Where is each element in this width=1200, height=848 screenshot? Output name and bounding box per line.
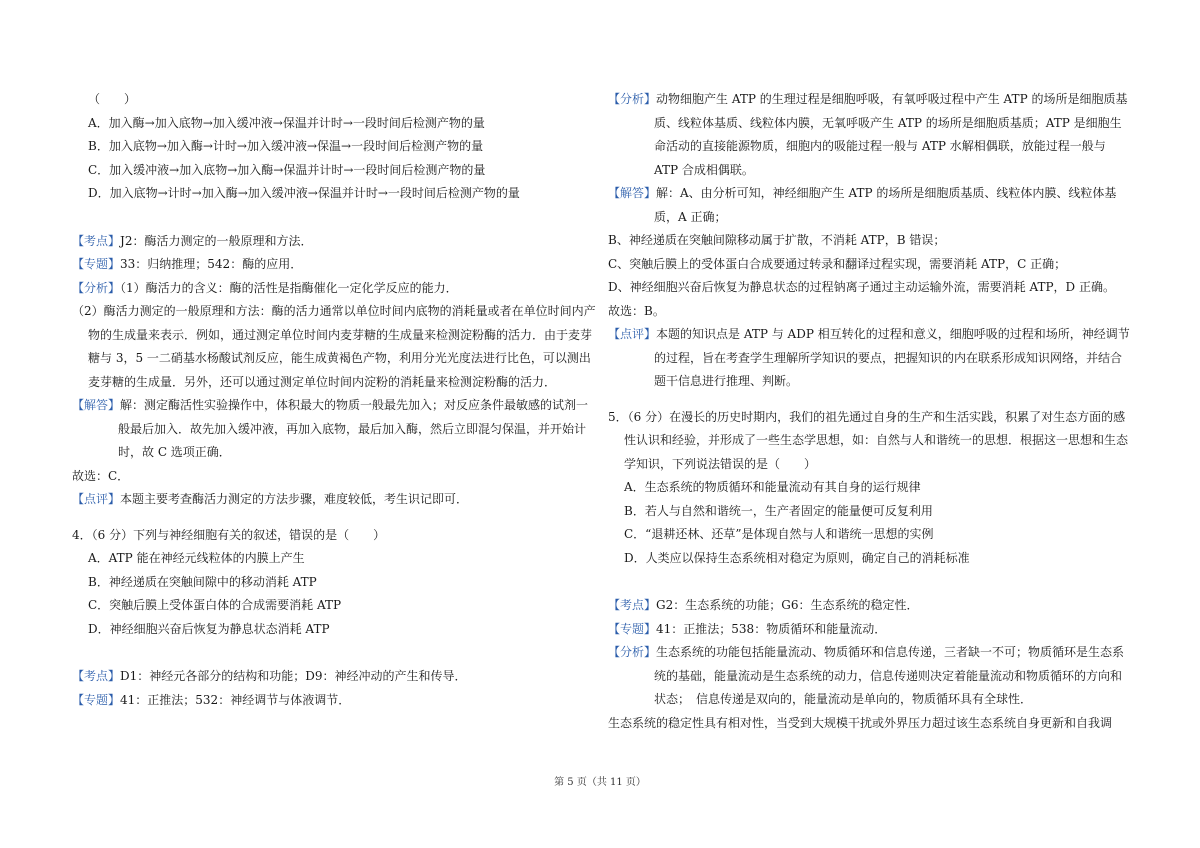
dianping-tag: 【点评】 [608, 327, 657, 341]
q4-jieda-b: B、神经递质在突触间隙移动属于扩散，不消耗 ATP，B 错误； [608, 233, 946, 247]
zhuanti-tag: 【专题】 [72, 692, 121, 707]
q3-option-b: B．加入底物→加入酶→计时→加入缓冲液→保温→一段时间后检测产物的量 [88, 139, 484, 153]
q4-jieda: 【解答】解：A、由分析可知，神经细胞产生 ATP 的场所是细胞质基质、线粒体内膜、线粒体基质，A 正确； [608, 186, 1117, 224]
q3-option-d: D．加入底物→计时→加入酶→加入缓冲液→保温并计时→一段时间后检测产物的量 [88, 186, 520, 200]
q4-jieda-d: D、神经细胞兴奋后恢复为静息状态的过程钠离子通过主动运输外流，需要消耗 ATP，D 正确。 [608, 280, 1115, 294]
q3-jieda: 【解答】解：测定酶活性实验操作中，体积最大的物质一般最先加入；对反应条件最敏感的试剂一般最后加入．故先加入缓冲液，再加入底物，最后加入酶，然后立即混匀保温，并开始计时，故 C 选项正确． [72, 398, 589, 459]
q3-paren: （ ） [88, 92, 137, 106]
q5-option-c: C．“退耕还林、还草”是体现自然与人和谐统一思想的实例 [624, 527, 934, 541]
fenxi-tag: 【分析】 [608, 92, 657, 106]
fenxi-tag: 【分析】 [72, 280, 121, 295]
kaodian-tag: 【考点】 [72, 669, 121, 683]
q3-kaodian: 【考点】J2：酶活力测定的一般原理和方法． [72, 233, 313, 248]
fenxi-tag: 【分析】 [608, 645, 657, 659]
jieda-tag: 【解答】 [72, 398, 121, 412]
q4-choice: 故选：B。 [608, 303, 665, 318]
jieda-tag: 【解答】 [608, 186, 657, 200]
q4-option-d: D．神经细胞兴奋后恢复为静息状态消耗 ATP [88, 621, 330, 636]
q5-zhuanti: 【专题】41：正推法；538：物质循环和能量流动． [608, 621, 887, 636]
q4-stem: 4．（6 分）下列与神经细胞有关的叙述，错误的是（ ） [72, 527, 386, 542]
dianping-tag: 【点评】 [72, 492, 121, 506]
q4-zhuanti: 【专题】41：正推法；532：神经调节与体液调节． [72, 692, 351, 707]
q5-last-line: 生态系统的稳定性具有相对性，当受到大规模干扰或外界压力超过该生态系统自身更新和自我调 [608, 715, 1113, 730]
left-column [72, 88, 597, 712]
kaodian-tag: 【考点】 [608, 598, 657, 612]
q4-kaodian: 【考点】D1：神经元各部分的结构和功能；D9：神经冲动的产生和传导． [72, 669, 467, 683]
q3-fenxi: 【分析】（1）酶活力的含义：酶的活性是指酶催化一定化学反应的能力． [72, 280, 458, 295]
q5-option-d: D．人类应以保持生态系统相对稳定为原则，确定自己的消耗标准 [624, 550, 970, 565]
q5-option-b: B．若人与自然和谐统一，生产者固定的能量便可反复利用 [624, 503, 933, 518]
kaodian-tag: 【考点】 [72, 233, 121, 248]
q4-option-c: C．突触后膜上受体蛋白体的合成需要消耗 ATP [88, 598, 342, 612]
q3-option-a: A．加入酶→加入底物→加入缓冲液→保温并计时→一段时间后检测产物的量 [88, 115, 485, 130]
q3-option-c: C．加入缓冲液→加入底物→加入酶→保温并计时→一段时间后检测产物的量 [88, 162, 486, 177]
zhuanti-tag: 【专题】 [608, 621, 657, 636]
q3-choice: 故选：C． [72, 468, 130, 483]
right-column [608, 88, 1131, 735]
q4-fenxi: 【分析】动物细胞产生 ATP 的生理过程是细胞呼吸，有氧呼吸过程中产生 ATP 的场所是细胞质基质、线粒体基质、线粒体内膜，无氧呼吸产生 ATP 的场所是细胞质基质；ATP 是细胞生命活动的直接能源物质，细胞内的吸能过程一般与 ATP 水解相偶联，放能过程一般与 ATP 合成相偶联。 [608, 92, 1128, 177]
q3-fenxi-2: （2）酶活力测定的一般原理和方法：酶的活力通常以单位时间内底物的消耗量或者在单位时间内产物的生成量来表示．例如，通过测定单位时间内麦芽糖的生成量来检测淀粉酶的活力．由于麦芽糖与 3，5 一二硝基水杨酸试剂反应，能生成黄褐色产物，利用分光光度法进行比色，可以测出麦芽糖的生成量．另外，还可以通过测定单位时间内淀粉的消耗量来检测淀粉酶的活力． [72, 304, 596, 389]
q4-jieda-c: C、突触后膜上的受体蛋白合成要通过转录和翻译过程实现，需要消耗 ATP，C 正确； [608, 256, 1067, 271]
q3-zhuanti: 【专题】33：归纳推理；542：酶的应用． [72, 257, 303, 271]
q4-option-a: A．ATP 能在神经元线粒体的内膜上产生 [88, 551, 305, 565]
q3-dianping: 【点评】本题主要考查酶活力测定的方法步骤，难度较低，考生识记即可． [72, 492, 469, 506]
zhuanti-tag: 【专题】 [72, 257, 121, 271]
q5-option-a: A．生态系统的物质循环和能量流动有其自身的运行规律 [624, 480, 921, 494]
q5-stem: 5．（6 分）在漫长的历史时期内，我们的祖先通过自身的生产和生活实践，积累了对生态方面的感性认识和经验，并形成了一些生态学思想，如：自然与人和谐统一的思想．根据这一思想和生态学知识，下列说法错误的是（ ） [608, 409, 1129, 471]
q4-option-b: B．神经递质在突触间隙中的移动消耗 ATP [88, 574, 317, 589]
q5-fenxi: 【分析】生态系统的功能包括能量流动、物质循环和信息传递，三者缺一不可；物质循环是生态系统的基础，能量流动是生态系统的动力，信息传递则决定着能量流动和物质循环的方向和状态； 信息传递是双向的，能量流动是单向的，物质循环具有全球性． [608, 645, 1125, 706]
q4-dianping: 【点评】本题的知识点是 ATP 与 ADP 相互转化的过程和意义，细胞呼吸的过程和场所，神经调节的过程，旨在考查学生理解所学知识的要点，把握知识的内在联系形成知识网络，并结合题干信息进行推理、判断。 [608, 327, 1130, 388]
page-footer: 第 5 页（共 11 页） [554, 777, 646, 788]
q5-kaodian: 【考点】G2：生态系统的功能；G6：生态系统的稳定性． [608, 598, 919, 612]
